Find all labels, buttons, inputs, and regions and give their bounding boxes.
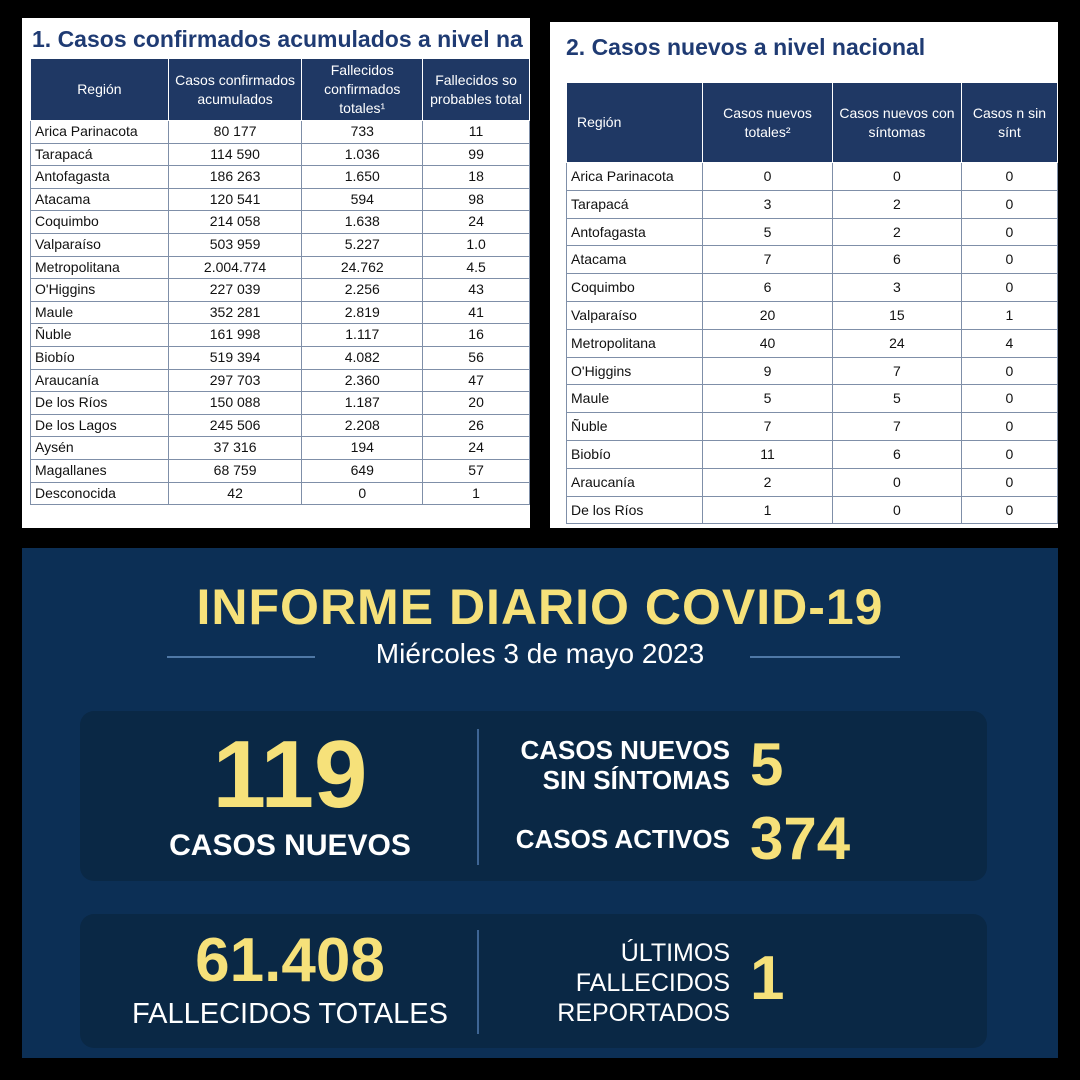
t2-value-cell: 20 [703,301,833,329]
t1-region-cell: Atacama [31,188,169,211]
t1-value-cell: 47 [423,369,530,392]
active-cases-label: CASOS ACTIVOS [515,824,730,854]
t2-value-cell: 0 [961,274,1057,302]
last-deaths-value: 1 [750,944,785,1013]
t1-region-cell: Arica Parinacota [31,121,169,144]
t1-value-cell: 80 177 [168,121,302,144]
t1-value-cell: 18 [423,166,530,189]
t1-value-cell: 120 541 [168,188,302,211]
table-row [31,256,530,279]
t2-header-con-sintomas: Casos nuevos con síntomas [833,83,962,163]
t2-region-cell: O'Higgins [567,357,703,385]
t1-region-cell: Maule [31,301,169,324]
table-row [31,437,530,460]
box2-divider [477,930,479,1034]
t2-value-cell: 2 [833,218,962,246]
total-deaths-label: FALLECIDOS TOTALES [132,998,448,1030]
t2-value-cell: 4 [961,329,1057,357]
t2-value-cell: 2 [703,468,833,496]
t1-value-cell: 43 [423,279,530,302]
t1-value-cell: 1.187 [302,392,423,415]
t2-value-cell: 6 [833,246,962,274]
t1-region-cell: De los Ríos [31,392,169,415]
t1-value-cell: 503 959 [168,233,302,256]
t1-value-cell: 0 [302,482,423,505]
t2-region-cell: De los Ríos [567,496,703,524]
t1-value-cell: 42 [168,482,302,505]
new-cases-table [566,82,1058,524]
t2-region-cell: Metropolitana [567,329,703,357]
total-deaths-value: 61.408 [195,926,385,995]
asymptomatic-label [500,735,730,795]
t1-value-cell: 98 [423,188,530,211]
t1-region-cell: Biobío [31,346,169,369]
t2-value-cell: 1 [961,301,1057,329]
t2-header-totales: Casos nuevos totales² [703,83,833,163]
table-row [567,496,1058,524]
new-cases-box [80,711,987,881]
t1-value-cell: 24.762 [302,256,423,279]
t2-region-cell: Araucanía [567,468,703,496]
t1-body [31,121,530,505]
t1-value-cell: 519 394 [168,346,302,369]
t1-value-cell: 194 [302,437,423,460]
table-row [567,413,1058,441]
t1-value-cell: 1.0 [423,233,530,256]
t2-value-cell: 2 [833,190,962,218]
t1-value-cell: 2.208 [302,414,423,437]
t1-header-probables: Fallecidos so probables total [423,59,530,121]
t1-value-cell: 297 703 [168,369,302,392]
t2-value-cell: 0 [961,468,1057,496]
t1-value-cell: 16 [423,324,530,347]
t2-value-cell: 0 [833,496,962,524]
t2-region-cell: Valparaíso [567,301,703,329]
t1-value-cell: 227 039 [168,279,302,302]
table-row [567,246,1058,274]
asymptomatic-label-line1: CASOS NUEVOS [520,735,730,765]
table-row [567,329,1058,357]
t1-region-cell: Aysén [31,437,169,460]
deaths-box [80,914,987,1048]
table-row [31,233,530,256]
t1-value-cell: 2.360 [302,369,423,392]
t2-value-cell: 3 [833,274,962,302]
t1-value-cell: 11 [423,121,530,144]
new-cases-label: CASOS NUEVOS [169,829,411,862]
daily-report-infographic [22,548,1058,1058]
table-row [31,121,530,144]
table-row [567,274,1058,302]
table-row [31,414,530,437]
t2-value-cell: 1 [703,496,833,524]
t1-value-cell: 4.5 [423,256,530,279]
t2-header-region: Región [567,83,703,163]
table-panel-new [550,22,1058,528]
t1-region-cell: De los Lagos [31,414,169,437]
t2-region-cell: Tarapacá [567,190,703,218]
table-row [31,482,530,505]
t1-region-cell: Araucanía [31,369,169,392]
t2-value-cell: 0 [961,385,1057,413]
table-row [31,279,530,302]
t1-value-cell: 37 316 [168,437,302,460]
t1-value-cell: 5.227 [302,233,423,256]
t2-header-sin-sintomas: Casos n sin sínt [961,83,1057,163]
t2-value-cell: 11 [703,440,833,468]
t2-region-cell: Antofagasta [567,218,703,246]
report-date: Miércoles 3 de mayo 2023 [375,638,705,669]
t1-header-casos: Casos confirmados acumulados [168,59,302,121]
report-date-row [22,638,1058,674]
table-row [567,468,1058,496]
t1-header-fallecidos: Fallecidos confirmados totales¹ [302,59,423,121]
table-row [31,211,530,234]
t1-region-cell: Tarapacá [31,143,169,166]
t1-value-cell: 4.082 [302,346,423,369]
t2-value-cell: 0 [961,496,1057,524]
box1-divider [477,729,479,865]
t1-region-cell: Antofagasta [31,166,169,189]
t2-value-cell: 6 [703,274,833,302]
t1-value-cell: 2.819 [302,301,423,324]
t1-value-cell: 2.004.774 [168,256,302,279]
table-row [567,301,1058,329]
asymptomatic-label-line2: SIN SÍNTOMAS [542,765,730,795]
t2-value-cell: 0 [961,357,1057,385]
t1-value-cell: 1.638 [302,211,423,234]
t2-region-cell: Maule [567,385,703,413]
t1-value-cell: 68 759 [168,459,302,482]
t1-value-cell: 594 [302,188,423,211]
last-deaths-label-line2: FALLECIDOS [575,969,730,997]
t1-value-cell: 56 [423,346,530,369]
t1-value-cell: 352 281 [168,301,302,324]
table-panel-cumulative [22,18,530,528]
table-row [567,385,1058,413]
t2-value-cell: 0 [961,440,1057,468]
t2-value-cell: 0 [961,190,1057,218]
t2-region-cell: Arica Parinacota [567,163,703,191]
table-row [567,218,1058,246]
t1-value-cell: 24 [423,437,530,460]
t2-value-cell: 0 [961,218,1057,246]
t1-value-cell: 24 [423,211,530,234]
t1-value-cell: 1.036 [302,143,423,166]
t1-value-cell: 245 506 [168,414,302,437]
table-row [31,324,530,347]
last-deaths-label-line3: REPORTADOS [557,999,730,1027]
t1-value-cell: 186 263 [168,166,302,189]
t1-header-region: Región [31,59,169,121]
t1-value-cell: 57 [423,459,530,482]
t1-value-cell: 649 [302,459,423,482]
cumulative-cases-table [30,58,530,505]
t1-value-cell: 161 998 [168,324,302,347]
t2-value-cell: 7 [703,413,833,441]
t1-region-cell: Desconocida [31,482,169,505]
t1-value-cell: 1 [423,482,530,505]
t2-value-cell: 3 [703,190,833,218]
table-row [31,166,530,189]
table-row [31,301,530,324]
table2-title: 2. Casos nuevos a nivel nacional [566,34,926,60]
t2-body [567,163,1058,524]
t2-value-cell: 7 [703,246,833,274]
t1-region-cell: Ñuble [31,324,169,347]
t2-value-cell: 7 [833,357,962,385]
t1-region-cell: Coquimbo [31,211,169,234]
table-row [31,369,530,392]
t2-value-cell: 7 [833,413,962,441]
t2-value-cell: 9 [703,357,833,385]
t2-value-cell: 24 [833,329,962,357]
t1-region-cell: Magallanes [31,459,169,482]
last-deaths-label-line1: ÚLTIMOS [620,939,730,967]
t1-region-cell: Metropolitana [31,256,169,279]
table-row [31,392,530,415]
date-divider-right [750,656,900,658]
t2-value-cell: 0 [833,163,962,191]
new-cases-value: 119 [212,721,368,828]
t1-value-cell: 733 [302,121,423,144]
t2-region-cell: Atacama [567,246,703,274]
t2-value-cell: 5 [833,385,962,413]
t1-value-cell: 1.650 [302,166,423,189]
t1-value-cell: 26 [423,414,530,437]
t2-value-cell: 0 [833,468,962,496]
active-cases-value: 374 [750,805,851,872]
t1-region-cell: O'Higgins [31,279,169,302]
t1-value-cell: 99 [423,143,530,166]
t1-value-cell: 114 590 [168,143,302,166]
t1-value-cell: 150 088 [168,392,302,415]
t2-value-cell: 6 [833,440,962,468]
table-row [31,143,530,166]
t2-value-cell: 0 [703,163,833,191]
t1-value-cell: 1.117 [302,324,423,347]
t1-region-cell: Valparaíso [31,233,169,256]
asymptomatic-value: 5 [750,731,784,798]
t2-value-cell: 5 [703,385,833,413]
t2-value-cell: 5 [703,218,833,246]
table-row [567,190,1058,218]
t2-value-cell: 0 [961,246,1057,274]
t2-region-cell: Biobío [567,440,703,468]
t1-value-cell: 2.256 [302,279,423,302]
t1-value-cell: 214 058 [168,211,302,234]
t1-value-cell: 20 [423,392,530,415]
t2-value-cell: 40 [703,329,833,357]
table-row [31,188,530,211]
table-row [31,459,530,482]
table-row [31,346,530,369]
t2-value-cell: 0 [961,413,1057,441]
t2-region-cell: Ñuble [567,413,703,441]
t1-value-cell: 41 [423,301,530,324]
last-deaths-label [520,938,730,1028]
report-title: INFORME DIARIO COVID-19 [196,579,884,635]
t2-value-cell: 15 [833,301,962,329]
table-row [567,357,1058,385]
table-row [567,440,1058,468]
t2-value-cell: 0 [961,163,1057,191]
table-row [567,163,1058,191]
t2-region-cell: Coquimbo [567,274,703,302]
table1-title: 1. Casos confirmados acumulados a nivel na [32,26,523,52]
